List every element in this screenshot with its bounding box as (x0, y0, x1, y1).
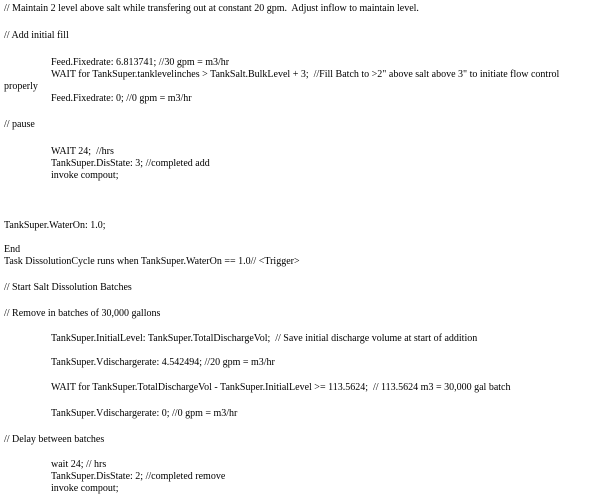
code-line: invoke compout; (51, 483, 119, 494)
code-line: TankSuper.WaterOn: 1.0; (4, 220, 106, 231)
comment-line: // Start Salt Dissolution Batches (4, 282, 132, 293)
code-line-wrap: properly (4, 81, 38, 92)
code-line: invoke compout; (51, 170, 119, 181)
code-line: WAIT for TankSuper.TotalDischargeVol - TankSuper.InitialLevel >= 113.5624; // 113.5624 m3 = 30,000 gal batch (51, 382, 511, 393)
comment-line: // Maintain 2 level above salt while transfering out at constant 20 gpm. Adjust inflow to maintain level. (4, 3, 419, 14)
comment-line: // Delay between batches (4, 434, 105, 445)
code-line: wait 24; // hrs (51, 459, 107, 470)
code-line: TankSuper.Vdischargerate: 0; //0 gpm = m3/hr (51, 408, 238, 419)
code-line: WAIT for TankSuper.tanklevelinches > TankSalt.BulkLevel + 3; //Fill Batch to >2" above salt above 3" to initiate flow control (51, 69, 560, 80)
code-line: TankSuper.InitialLevel: TankSuper.TotalDischargeVol; // Save initial discharge volume at start of addition (51, 333, 478, 344)
code-line: TankSuper.Vdischargerate: 4.542494; //20 gpm = m3/hr (51, 357, 275, 368)
code-line: TankSuper.DisState: 2; //completed remove (51, 471, 226, 482)
comment-line: // pause (4, 119, 35, 130)
keyword-line: End (4, 244, 21, 255)
task-declaration-line: Task DissolutionCycle runs when TankSuper.WaterOn == 1.0// <Trigger> (4, 256, 300, 267)
comment-line: // Remove in batches of 30,000 gallons (4, 308, 161, 319)
code-line: TankSuper.DisState: 3; //completed add (51, 158, 210, 169)
code-line: Feed.Fixedrate: 0; //0 gpm = m3/hr (51, 93, 192, 104)
code-line: Feed.Fixedrate: 6.813741; //30 gpm = m3/hr (51, 57, 230, 68)
code-line: WAIT 24; //hrs (51, 146, 114, 157)
comment-line: // Add initial fill (4, 30, 69, 41)
